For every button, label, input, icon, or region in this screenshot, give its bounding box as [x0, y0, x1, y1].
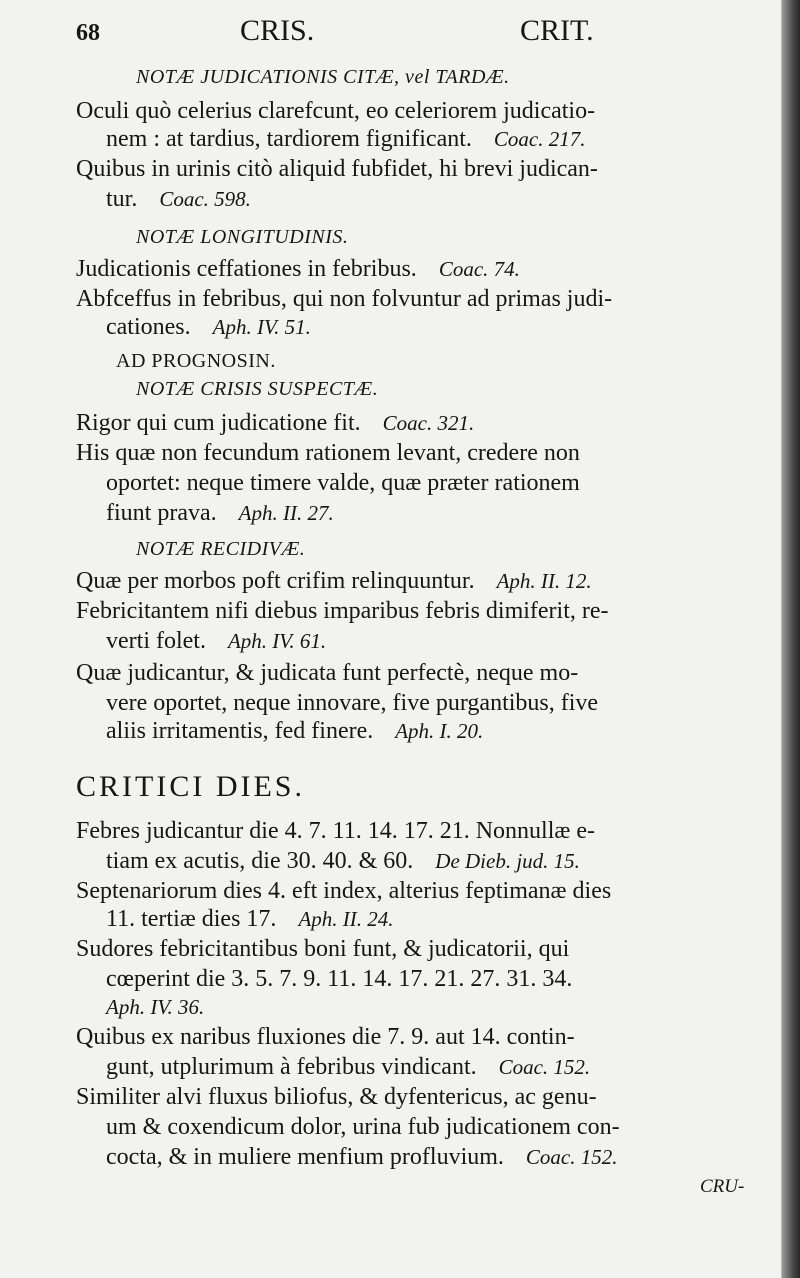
running-head-right: CRIT.	[520, 14, 594, 47]
citation: Aph. II. 12.	[496, 569, 592, 593]
text-line: Febricitantem nifi diebus imparibus febris dimiferit, re-	[76, 598, 609, 624]
text-line: Febres judicantur die 4. 7. 11. 14. 17. 21. Nonnullæ e-	[76, 818, 596, 844]
text-line: Abfceffus in febribus, qui non folvuntur ad primas judi-	[76, 286, 613, 312]
book-gutter-shadow	[782, 0, 800, 1278]
text-line	[106, 992, 204, 1022]
text-line: Septenariorum dies 4. eft index, alterius feptimanæ dies	[76, 878, 612, 904]
text-line: Quibus in urinis citò aliquid fubfidet, hi brevi judican-	[76, 156, 598, 182]
citation: Coac. 152.	[498, 1055, 591, 1079]
text-line: Rigor qui cum judicatione fit. Coac. 321.	[76, 410, 475, 436]
citation: Coac. 152.	[525, 1145, 618, 1169]
subheading-notae-crisis-suspectae: NOTÆ CRISIS SUSPECTÆ.	[136, 378, 379, 400]
text-line: Quæ per morbos poft crifim relinquuntur. Aph. II. 12.	[76, 568, 592, 594]
text-line: cationes. Aph. IV. 51.	[106, 314, 311, 340]
text-line: Quibus ex naribus fluxiones die 7. 9. aut 14. contin-	[76, 1024, 575, 1050]
text-line: oportet: neque timere valde, quæ præter rationem	[106, 470, 580, 496]
citation: Aph. IV. 61.	[227, 629, 327, 653]
section-heading-critici-dies: CRITICI DIES.	[76, 770, 305, 803]
text-line: gunt, utplurimum à febribus vindicant. Coac. 152.	[106, 1054, 591, 1080]
citation: Coac. 74.	[438, 257, 520, 281]
text-line: cœperint die 3. 5. 7. 9. 11. 14. 17. 21. 27. 31. 34.	[106, 966, 573, 992]
citation: Coac. 321.	[382, 411, 475, 435]
citation: De Dieb. jud. 15.	[435, 849, 580, 873]
catchword: CRU-	[700, 1176, 745, 1197]
running-head-left: CRIS.	[240, 14, 315, 47]
text-line: aliis irritamentis, fed finere. Aph. I. 20.	[106, 718, 484, 744]
running-head	[0, 14, 782, 54]
subheading-notae-judicationis: NOTÆ JUDICATIONIS CITÆ, vel TARDÆ.	[136, 66, 510, 88]
text-line: Oculi quò celerius clarefcunt, eo celeriorem judicatio-	[76, 98, 596, 124]
citation: Coac. 598.	[159, 187, 251, 211]
citation: Aph. I. 20.	[395, 719, 484, 743]
text-line: His quæ non fecundum rationem levant, credere non	[76, 440, 580, 466]
citation: Aph. II. 24.	[298, 907, 394, 931]
heading-ad-prognosin: AD PROGNOSIN.	[116, 350, 276, 372]
text-line: fiunt prava. Aph. II. 27.	[106, 500, 334, 526]
subheading-notae-longitudinis: NOTÆ LONGITUDINIS.	[136, 226, 349, 248]
citation: Coac. 217.	[493, 127, 586, 151]
text-line: vere oportet, neque innovare, five purgantibus, five	[106, 690, 599, 716]
text-line: tur. Coac. 598.	[106, 186, 251, 212]
text-line: Similiter alvi fluxus biliofus, & dyfentericus, ac genu-	[76, 1084, 597, 1110]
text-line: tiam ex acutis, die 30. 40. & 60. De Dieb. jud. 15.	[106, 848, 580, 874]
subheading-notae-recidivae: NOTÆ RECIDIVÆ.	[136, 538, 306, 560]
page-number: 68	[76, 20, 100, 46]
text-line: Sudores febricitantibus boni funt, & judicatorii, qui	[76, 936, 570, 962]
text-line: cocta, & in muliere menfium profluvium. Coac. 152.	[106, 1144, 618, 1170]
citation: Aph. IV. 36.	[106, 995, 205, 1019]
citation: Aph. IV. 51.	[212, 315, 311, 339]
text-line: 11. tertiæ dies 17. Aph. II. 24.	[106, 906, 394, 932]
text-line: verti folet. Aph. IV. 61.	[106, 628, 327, 654]
text-line: Quæ judicantur, & judicata funt perfectè, neque mo-	[76, 660, 579, 686]
text-line: nem : at tardius, tardiorem fignificant. Coac. 217.	[106, 126, 586, 152]
citation: Aph. II. 27.	[238, 501, 334, 525]
text-line: um & coxendicum dolor, urina fub judicationem con-	[106, 1114, 620, 1140]
text-line: Judicationis ceffationes in febribus. Coac. 74.	[76, 256, 520, 282]
